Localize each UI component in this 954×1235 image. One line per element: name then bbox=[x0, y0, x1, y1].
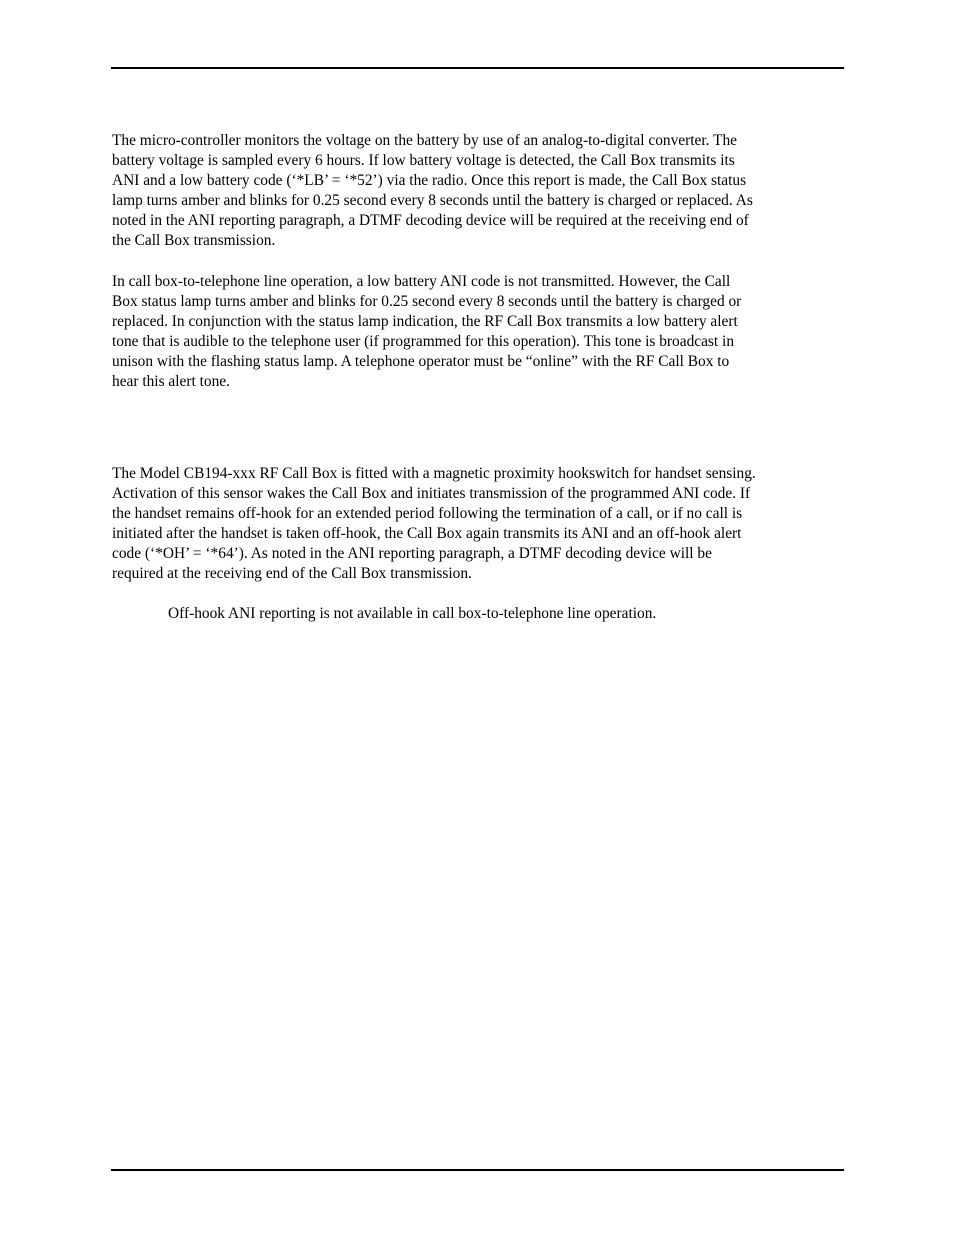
paragraph-line: code (‘*OH’ = ‘*64’). As noted in the ANI reporting paragraph, a DTMF decoding device will be bbox=[112, 545, 712, 563]
paragraph-low-battery-telephone bbox=[112, 272, 844, 393]
paragraph-line: The micro-controller monitors the voltage on the battery by use of an analog-to-digital converter. The bbox=[112, 132, 737, 149]
paragraph-line: ANI and a low battery code (‘*LB’ = ‘*52’) via the radio. Once this report is made, the Call Box status bbox=[112, 172, 747, 190]
paragraph-line: Box status lamp turns amber and blinks for 0.25 second every 8 seconds until the battery is charged or bbox=[112, 293, 742, 311]
paragraph-low-battery-radio bbox=[112, 131, 844, 252]
paragraph-line: hear this alert tone. bbox=[112, 373, 230, 391]
header-rule bbox=[111, 67, 844, 69]
paragraph-line: Off-hook ANI reporting is not available in call box-to-telephone line operation. bbox=[168, 605, 657, 622]
paragraph-line: initiated after the handset is taken off-hook, the Call Box again transmits its ANI and an off-hook alert bbox=[112, 525, 742, 543]
paragraph-line: the handset remains off-hook for an extended period following the termination of a call, or if no call is bbox=[112, 505, 743, 523]
paragraph-off-hook-note bbox=[168, 604, 844, 624]
paragraph-line: lamp turns amber and blinks for 0.25 second every 8 seconds until the battery is charged or replaced. As bbox=[112, 192, 753, 210]
paragraph-line: Activation of this sensor wakes the Call Box and initiates transmission of the programmed ANI code. If bbox=[112, 485, 751, 503]
paragraph-line: tone that is audible to the telephone user (if programmed for this operation). This tone is broadcast in bbox=[112, 333, 735, 351]
paragraph-off-hook bbox=[112, 464, 844, 585]
paragraph-line: In call box-to-telephone line operation, a low battery ANI code is not transmitted. However, the Call bbox=[112, 273, 731, 290]
paragraph-line: replaced. In conjunction with the status lamp indication, the RF Call Box transmits a low battery alert bbox=[112, 313, 738, 331]
paragraph-line: the Call Box transmission. bbox=[112, 232, 276, 250]
footer-rule bbox=[111, 1169, 844, 1171]
paragraph-line: The Model CB194-xxx RF Call Box is fitted with a magnetic proximity hookswitch for handset sensing. bbox=[112, 465, 756, 482]
paragraph-line: battery voltage is sampled every 6 hours. If low battery voltage is detected, the Call Box transmits its bbox=[112, 152, 735, 170]
paragraph-line: unison with the flashing status lamp. A telephone operator must be “online” with the RF Call Box to bbox=[112, 353, 730, 371]
paragraph-line: noted in the ANI reporting paragraph, a DTMF decoding device will be required at the receiving end of bbox=[112, 212, 749, 230]
paragraph-line: required at the receiving end of the Call Box transmission. bbox=[112, 565, 472, 583]
